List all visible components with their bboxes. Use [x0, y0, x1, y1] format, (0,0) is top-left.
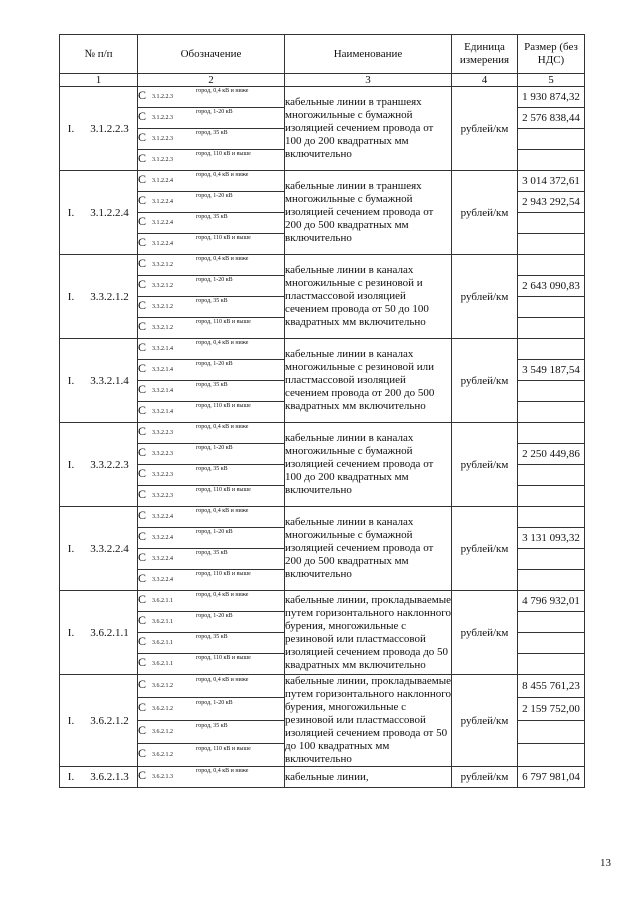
designation-letter: С	[138, 746, 147, 760]
voltage-level: город, 35 кВ	[196, 214, 228, 220]
designation-letter: С	[138, 361, 147, 375]
designation-subcode: 3.3.2.1.2	[152, 325, 173, 331]
row-number-cell	[60, 87, 138, 171]
designation-subcode: 3.3.2.1.2	[152, 262, 173, 268]
designation-cell	[138, 171, 285, 192]
voltage-level: город, 0,4 кВ и ниже	[196, 424, 249, 430]
designation-letter: С	[138, 130, 147, 144]
table-row	[60, 339, 585, 360]
item-value	[518, 721, 585, 744]
row-code: 3.3.2.1.2	[90, 290, 129, 303]
item-unit: рублей/км	[452, 675, 518, 767]
row-section: I.	[67, 374, 75, 387]
designation-subcode: 3.6.2.1.2	[152, 729, 173, 735]
item-name: кабельные линии в каналах многожильные с резиновой или пластмассовой изоляцией сечением провода от 200 до 500 квадратных мм включительно	[285, 339, 452, 423]
row-code: 3.1.2.2.3	[90, 122, 129, 135]
designation-cell	[138, 612, 285, 633]
table-row	[60, 507, 585, 528]
designation-subcode: 3.3.2.1.4	[152, 346, 173, 352]
voltage-level: город, 110 кВ и выше	[196, 319, 251, 325]
designation-code	[138, 360, 284, 380]
designation-subcode: 3.1.2.2.4	[152, 178, 173, 184]
designation-subcode: 3.3.2.1.4	[152, 409, 173, 415]
header-row	[60, 35, 585, 74]
designation-letter: С	[138, 298, 147, 312]
item-name: кабельные линии,	[285, 767, 452, 788]
header-designation: Обозначение	[138, 35, 285, 74]
designation-code	[138, 129, 284, 149]
item-value	[518, 465, 585, 486]
designation-letter: С	[138, 109, 147, 123]
table-row	[60, 423, 585, 444]
designation-cell	[138, 744, 285, 767]
voltage-level: город, 110 кВ и выше	[196, 571, 251, 577]
item-value	[518, 633, 585, 654]
designation-cell	[138, 507, 285, 528]
row-code: 3.6.2.1.3	[90, 771, 129, 783]
designation-subcode: 3.3.2.2.3	[152, 472, 173, 478]
item-name: кабельные линии в каналах многожильные с бумажной изоляцией сечением провода от 100 до 200 квадратных мм включительно	[285, 423, 452, 507]
designation-cell	[138, 549, 285, 570]
item-value	[518, 549, 585, 570]
table-row	[60, 591, 585, 612]
item-value: 3 549 187,54	[518, 360, 585, 381]
designation-cell	[138, 129, 285, 150]
designation-cell	[138, 486, 285, 507]
item-value	[518, 423, 585, 444]
row-number	[60, 543, 137, 555]
designation-cell	[138, 402, 285, 423]
row-number	[60, 291, 137, 303]
designation-code	[138, 108, 284, 128]
designation-cell	[138, 192, 285, 213]
voltage-level: город, 35 кВ	[196, 382, 228, 388]
designation-subcode: 3.3.2.1.2	[152, 283, 173, 289]
designation-subcode: 3.1.2.2.3	[152, 157, 173, 163]
item-value: 2 943 292,54	[518, 192, 585, 213]
designation-letter: С	[138, 172, 147, 186]
item-value	[518, 150, 585, 171]
designation-cell	[138, 423, 285, 444]
voltage-level: город, 0,4 кВ и ниже	[196, 340, 249, 346]
designation-code	[138, 171, 284, 191]
item-unit: рублей/км	[452, 591, 518, 675]
designation-letter: С	[138, 723, 147, 737]
designation-code	[138, 465, 284, 485]
designation-letter: С	[138, 655, 147, 669]
item-name: кабельные линии, прокладываемые путем горизонтального наклонного бурения, многожильные с резиновой или пластмассовой изоляцией сечением провода до 50 квадратных мм включительно	[285, 591, 452, 675]
item-value	[518, 381, 585, 402]
designation-code	[138, 423, 284, 443]
designation-letter: С	[138, 235, 147, 249]
designation-code	[138, 549, 284, 569]
table-body	[60, 87, 585, 788]
designation-cell	[138, 721, 285, 744]
designation-code	[138, 276, 284, 296]
designation-code	[138, 213, 284, 233]
designation-subcode: 3.3.2.1.2	[152, 304, 173, 310]
designation-code	[138, 633, 284, 653]
voltage-level: город, 0,4 кВ и ниже	[196, 256, 249, 262]
designation-subcode: 3.1.2.2.3	[152, 115, 173, 121]
designation-subcode: 3.1.2.2.3	[152, 136, 173, 142]
item-value	[518, 612, 585, 633]
row-code: 3.1.2.2.4	[90, 206, 129, 219]
designation-code	[138, 234, 284, 254]
row-code: 3.6.2.1.2	[90, 714, 129, 727]
voltage-level: город, 110 кВ и выше	[196, 655, 251, 661]
voltage-level: город, 110 кВ и выше	[196, 235, 251, 241]
designation-letter: С	[138, 403, 147, 417]
designation-letter: С	[138, 634, 147, 648]
designation-subcode: 3.3.2.2.3	[152, 451, 173, 457]
row-number-cell	[60, 591, 138, 675]
row-code: 3.3.2.2.3	[90, 458, 129, 471]
voltage-level: город, 1-20 кВ	[196, 193, 233, 199]
designation-subcode: 3.3.2.2.4	[152, 514, 173, 520]
designation-cell	[138, 360, 285, 381]
item-name: кабельные линии в траншеях многожильные с бумажной изоляцией сечением провода от 200 до 500 квадратных мм включительно	[285, 171, 452, 255]
item-value	[518, 744, 585, 767]
designation-letter: С	[138, 382, 147, 396]
designation-code	[138, 507, 284, 527]
designation-code	[138, 255, 284, 275]
header-name: Наименование	[285, 35, 452, 74]
designation-subcode: 3.6.2.1.1	[152, 598, 173, 604]
row-number-cell	[60, 171, 138, 255]
designation-code	[138, 612, 284, 632]
header-unit: Единица измерения	[452, 35, 518, 74]
item-unit: рублей/км	[452, 339, 518, 423]
designation-code	[138, 528, 284, 548]
designation-cell	[138, 150, 285, 171]
item-unit: рублей/км	[452, 767, 518, 788]
row-section: I.	[67, 122, 75, 135]
designation-letter: С	[138, 529, 147, 543]
designation-code	[138, 570, 284, 590]
designation-letter: С	[138, 550, 147, 564]
designation-cell	[138, 339, 285, 360]
designation-letter: С	[138, 466, 147, 480]
designation-letter: С	[138, 700, 147, 714]
voltage-level: город, 35 кВ	[196, 298, 228, 304]
table-row	[60, 675, 585, 698]
designation-letter: С	[138, 151, 147, 165]
voltage-level: город, 1-20 кВ	[196, 277, 233, 283]
designation-code	[138, 318, 284, 338]
row-number	[60, 627, 137, 639]
designation-cell	[138, 675, 285, 698]
column-number: 5	[518, 74, 585, 87]
item-value: 4 796 932,01	[518, 591, 585, 612]
designation-code	[138, 339, 284, 359]
designation-code	[138, 297, 284, 317]
designation-subcode: 3.3.2.1.4	[152, 388, 173, 394]
item-value	[518, 507, 585, 528]
designation-letter: С	[138, 340, 147, 354]
row-number	[60, 715, 137, 727]
designation-cell	[138, 570, 285, 591]
designation-letter: С	[138, 88, 147, 102]
item-value	[518, 570, 585, 591]
voltage-level: город, 35 кВ	[196, 550, 228, 556]
item-unit: рублей/км	[452, 423, 518, 507]
row-section: I.	[67, 714, 75, 727]
voltage-level: город, 0,4 кВ и ниже	[196, 172, 249, 178]
designation-code	[138, 486, 284, 506]
page-number: 13	[600, 857, 611, 869]
item-value	[518, 234, 585, 255]
designation-subcode: 3.1.2.2.3	[152, 94, 173, 100]
designation-code	[138, 192, 284, 212]
item-value: 6 797 981,04	[518, 767, 585, 788]
designation-letter: С	[138, 214, 147, 228]
item-value: 1 930 874,32	[518, 87, 585, 108]
voltage-level: город, 1-20 кВ	[196, 529, 233, 535]
voltage-level: город, 35 кВ	[196, 130, 228, 136]
row-number	[60, 459, 137, 471]
row-section: I.	[67, 542, 75, 555]
row-number	[60, 771, 137, 783]
designation-cell	[138, 767, 285, 788]
designation-letter: С	[138, 592, 147, 606]
designation-letter: С	[138, 445, 147, 459]
table-row	[60, 767, 585, 788]
designation-letter: С	[138, 277, 147, 291]
designation-letter: С	[138, 193, 147, 207]
designation-subcode: 3.6.2.1.2	[152, 752, 173, 758]
designation-cell	[138, 591, 285, 612]
table-row	[60, 255, 585, 276]
designation-subcode: 3.6.2.1.2	[152, 706, 173, 712]
voltage-level: город, 0,4 кВ и ниже	[196, 768, 249, 774]
row-number-cell	[60, 255, 138, 339]
designation-subcode: 3.6.2.1.1	[152, 619, 173, 625]
designation-cell	[138, 255, 285, 276]
designation-code	[138, 767, 284, 787]
voltage-level: город, 1-20 кВ	[196, 613, 233, 619]
designation-cell	[138, 381, 285, 402]
item-unit: рублей/км	[452, 507, 518, 591]
item-value	[518, 255, 585, 276]
designation-subcode: 3.3.2.2.3	[152, 493, 173, 499]
row-section: I.	[67, 290, 75, 303]
column-number: 3	[285, 74, 452, 87]
column-number-row	[60, 74, 585, 87]
designation-cell	[138, 528, 285, 549]
designation-subcode: 3.3.2.2.4	[152, 556, 173, 562]
row-number-cell	[60, 675, 138, 767]
designation-subcode: 3.6.2.1.2	[152, 683, 173, 689]
header-number: № п/п	[60, 35, 138, 74]
designation-cell	[138, 234, 285, 255]
designation-code	[138, 722, 284, 742]
voltage-level: город, 110 кВ и выше	[196, 487, 251, 493]
designation-code	[138, 444, 284, 464]
designation-letter: С	[138, 487, 147, 501]
designation-letter: С	[138, 768, 147, 782]
voltage-level: город, 1-20 кВ	[196, 109, 233, 115]
designation-subcode: 3.1.2.2.4	[152, 199, 173, 205]
item-name: кабельные линии в траншеях многожильные с бумажной изоляцией сечением провода от 100 до 200 квадратных мм включительно	[285, 87, 452, 171]
item-value	[518, 213, 585, 234]
column-number: 2	[138, 74, 285, 87]
row-number-cell	[60, 767, 138, 788]
item-name: кабельные линии в каналах многожильные с бумажной изоляцией сечением провода от 200 до 500 квадратных мм включительно	[285, 507, 452, 591]
designation-cell	[138, 698, 285, 721]
designation-subcode: 3.6.2.1.1	[152, 640, 173, 646]
designation-subcode: 3.3.2.1.4	[152, 367, 173, 373]
item-value	[518, 297, 585, 318]
row-number-cell	[60, 507, 138, 591]
voltage-level: город, 0,4 кВ и ниже	[196, 88, 249, 94]
designation-cell	[138, 276, 285, 297]
row-number-cell	[60, 339, 138, 423]
designation-cell	[138, 654, 285, 675]
designation-letter: С	[138, 613, 147, 627]
voltage-level: город, 1-20 кВ	[196, 445, 233, 451]
item-value	[518, 318, 585, 339]
designation-subcode: 3.3.2.2.4	[152, 535, 173, 541]
row-code: 3.3.2.1.4	[90, 374, 129, 387]
row-code: 3.6.2.1.1	[90, 626, 129, 639]
table-row	[60, 171, 585, 192]
designation-code	[138, 591, 284, 611]
row-section: I.	[67, 771, 75, 783]
voltage-level: город, 35 кВ	[196, 466, 228, 472]
row-section: I.	[67, 458, 75, 471]
voltage-level: город, 0,4 кВ и ниже	[196, 677, 249, 683]
designation-letter: С	[138, 319, 147, 333]
item-value	[518, 486, 585, 507]
designation-code	[138, 654, 284, 674]
voltage-level: город, 110 кВ и выше	[196, 151, 251, 157]
row-section: I.	[67, 626, 75, 639]
designation-cell	[138, 444, 285, 465]
table-row	[60, 87, 585, 108]
item-value	[518, 654, 585, 675]
voltage-level: город, 1-20 кВ	[196, 361, 233, 367]
designation-subcode: 3.6.2.1.3	[152, 774, 173, 780]
item-value: 2 159 752,00	[518, 698, 585, 721]
header-size: Размер (без НДС)	[518, 35, 585, 74]
tariff-table	[59, 34, 585, 788]
designation-subcode: 3.1.2.2.4	[152, 220, 173, 226]
item-name: кабельные линии, прокладываемые путем горизонтального наклонного бурения, многожильные с резиновой или пластмассовой изоляцией сечением провода от 50 до 100 квадратных мм включительно	[285, 675, 451, 765]
voltage-level: город, 0,4 кВ и ниже	[196, 592, 249, 598]
designation-code	[138, 699, 284, 719]
voltage-level: город, 110 кВ и выше	[196, 403, 251, 409]
voltage-level: город, 0,4 кВ и ниже	[196, 508, 249, 514]
column-number: 1	[60, 74, 138, 87]
designation-letter: С	[138, 571, 147, 585]
voltage-level: город, 35 кВ	[196, 634, 228, 640]
item-value	[518, 129, 585, 150]
row-number	[60, 207, 137, 219]
row-number	[60, 123, 137, 135]
designation-cell	[138, 633, 285, 654]
designation-letter: С	[138, 508, 147, 522]
item-unit: рублей/км	[452, 255, 518, 339]
designation-code	[138, 381, 284, 401]
row-section: I.	[67, 206, 75, 219]
designation-cell	[138, 87, 285, 108]
item-unit: рублей/км	[452, 171, 518, 255]
item-value: 2 576 838,44	[518, 108, 585, 129]
designation-code	[138, 676, 284, 696]
designation-letter: С	[138, 424, 147, 438]
item-value: 3 131 093,32	[518, 528, 585, 549]
designation-code	[138, 745, 284, 765]
voltage-level: город, 35 кВ	[196, 723, 228, 729]
item-value: 8 455 761,23	[518, 675, 585, 698]
designation-code	[138, 402, 284, 422]
row-code: 3.3.2.2.4	[90, 542, 129, 555]
item-value: 2 250 449,86	[518, 444, 585, 465]
designation-subcode: 3.1.2.2.4	[152, 241, 173, 247]
voltage-level: город, 1-20 кВ	[196, 700, 233, 706]
item-value: 2 643 090,83	[518, 276, 585, 297]
item-unit: рублей/км	[452, 87, 518, 171]
item-value: 3 014 372,61	[518, 171, 585, 192]
voltage-level: город, 110 кВ и выше	[196, 746, 251, 752]
designation-cell	[138, 318, 285, 339]
designation-cell	[138, 465, 285, 486]
row-number	[60, 375, 137, 387]
item-value	[518, 402, 585, 423]
designation-letter: С	[138, 256, 147, 270]
designation-cell	[138, 213, 285, 234]
designation-cell	[138, 108, 285, 129]
item-name: кабельные линии в каналах многожильные с резиновой и пластмассовой изоляцией сечением провода от 50 до 100 квадратных мм включительно	[285, 255, 452, 339]
item-value	[518, 339, 585, 360]
designation-subcode: 3.3.2.2.4	[152, 577, 173, 583]
column-number: 4	[452, 74, 518, 87]
designation-code	[138, 150, 284, 170]
designation-cell	[138, 297, 285, 318]
designation-subcode: 3.6.2.1.1	[152, 661, 173, 667]
designation-letter: С	[138, 677, 147, 691]
designation-code	[138, 87, 284, 107]
row-number-cell	[60, 423, 138, 507]
designation-subcode: 3.3.2.2.3	[152, 430, 173, 436]
